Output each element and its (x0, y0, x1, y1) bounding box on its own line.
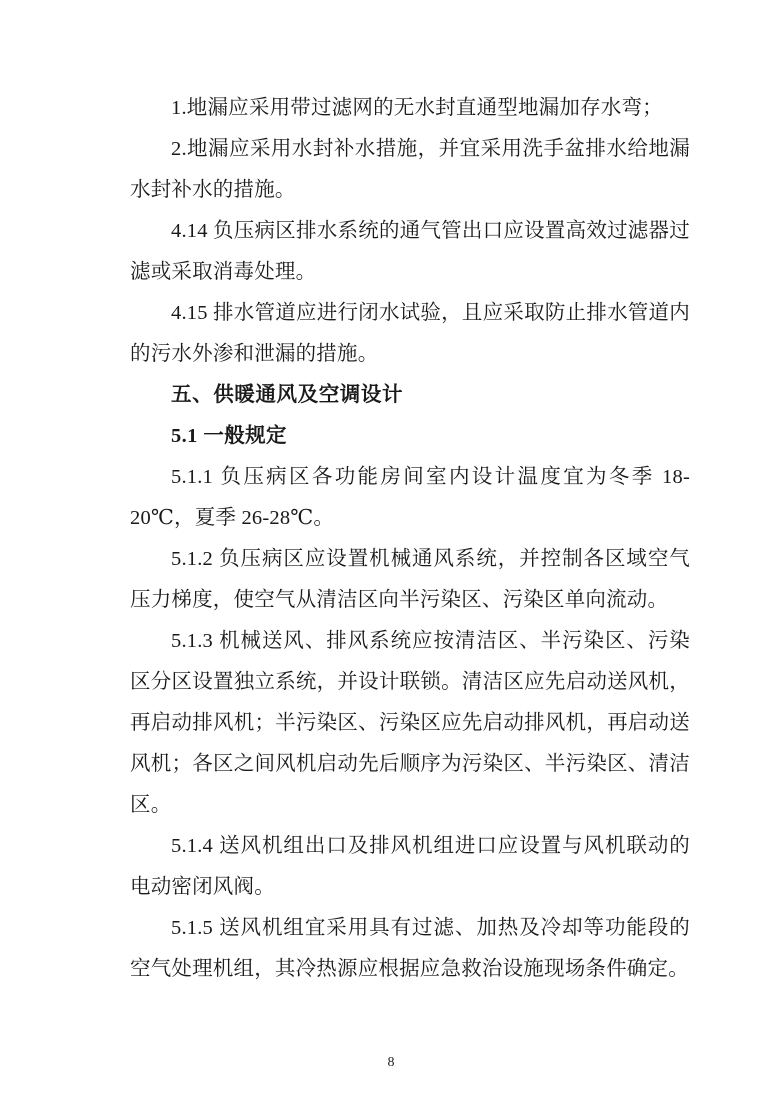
paragraph-clause-5-1-4: 5.1.4 送风机组出口及排风机组进口应设置与风机联动的电动密闭风阀。 (130, 835, 690, 898)
paragraph-clause-5-1-5: 5.1.5 送风机组宜采用具有过滤、加热及冷却等功能段的空气处理机组，其冷热源应根据应急救治设施现场条件确定。 (130, 917, 690, 980)
paragraph-clause-5-1-2: 5.1.2 负压病区应设置机械通风系统，并控制各区域空气压力梯度，使空气从清洁区向半污染区、污染区单向流动。 (130, 548, 690, 611)
page-number: 8 (387, 1055, 395, 1070)
document-body (130, 88, 690, 990)
subsection-heading-5-1: 5.1 一般规定 (171, 425, 287, 447)
paragraph-clause-5-1-3: 5.1.3 机械送风、排风系统应按清洁区、半污染区、污染区分区设置独立系统，并设计联锁。清洁区应先启动送风机，再启动排风机；半污染区、污染区应先启动排风机，再启动送风机；各区之间风机启动先后顺序为污染区、半污染区、清洁区。 (130, 630, 690, 816)
section-heading-five: 五、供暖通风及空调设计 (171, 384, 404, 406)
paragraph-item-2: 2.地漏应采用水封补水措施，并宜采用洗手盆排水给地漏水封补水的措施。 (130, 138, 690, 201)
paragraph-clause-5-1-1: 5.1.1 负压病区各功能房间室内设计温度宜为冬季 18-20℃，夏季 26-28℃。 (130, 466, 690, 529)
paragraph-clause-4-14: 4.14 负压病区排水系统的通气管出口应设置高效过滤器过滤或采取消毒处理。 (130, 220, 690, 283)
paragraph-item-1: 1.地漏应采用带过滤网的无水封直通型地漏加存水弯； (171, 97, 663, 119)
paragraph-clause-4-15: 4.15 排水管道应进行闭水试验，且应采取防止排水管道内的污水外渗和泄漏的措施。 (130, 302, 690, 365)
